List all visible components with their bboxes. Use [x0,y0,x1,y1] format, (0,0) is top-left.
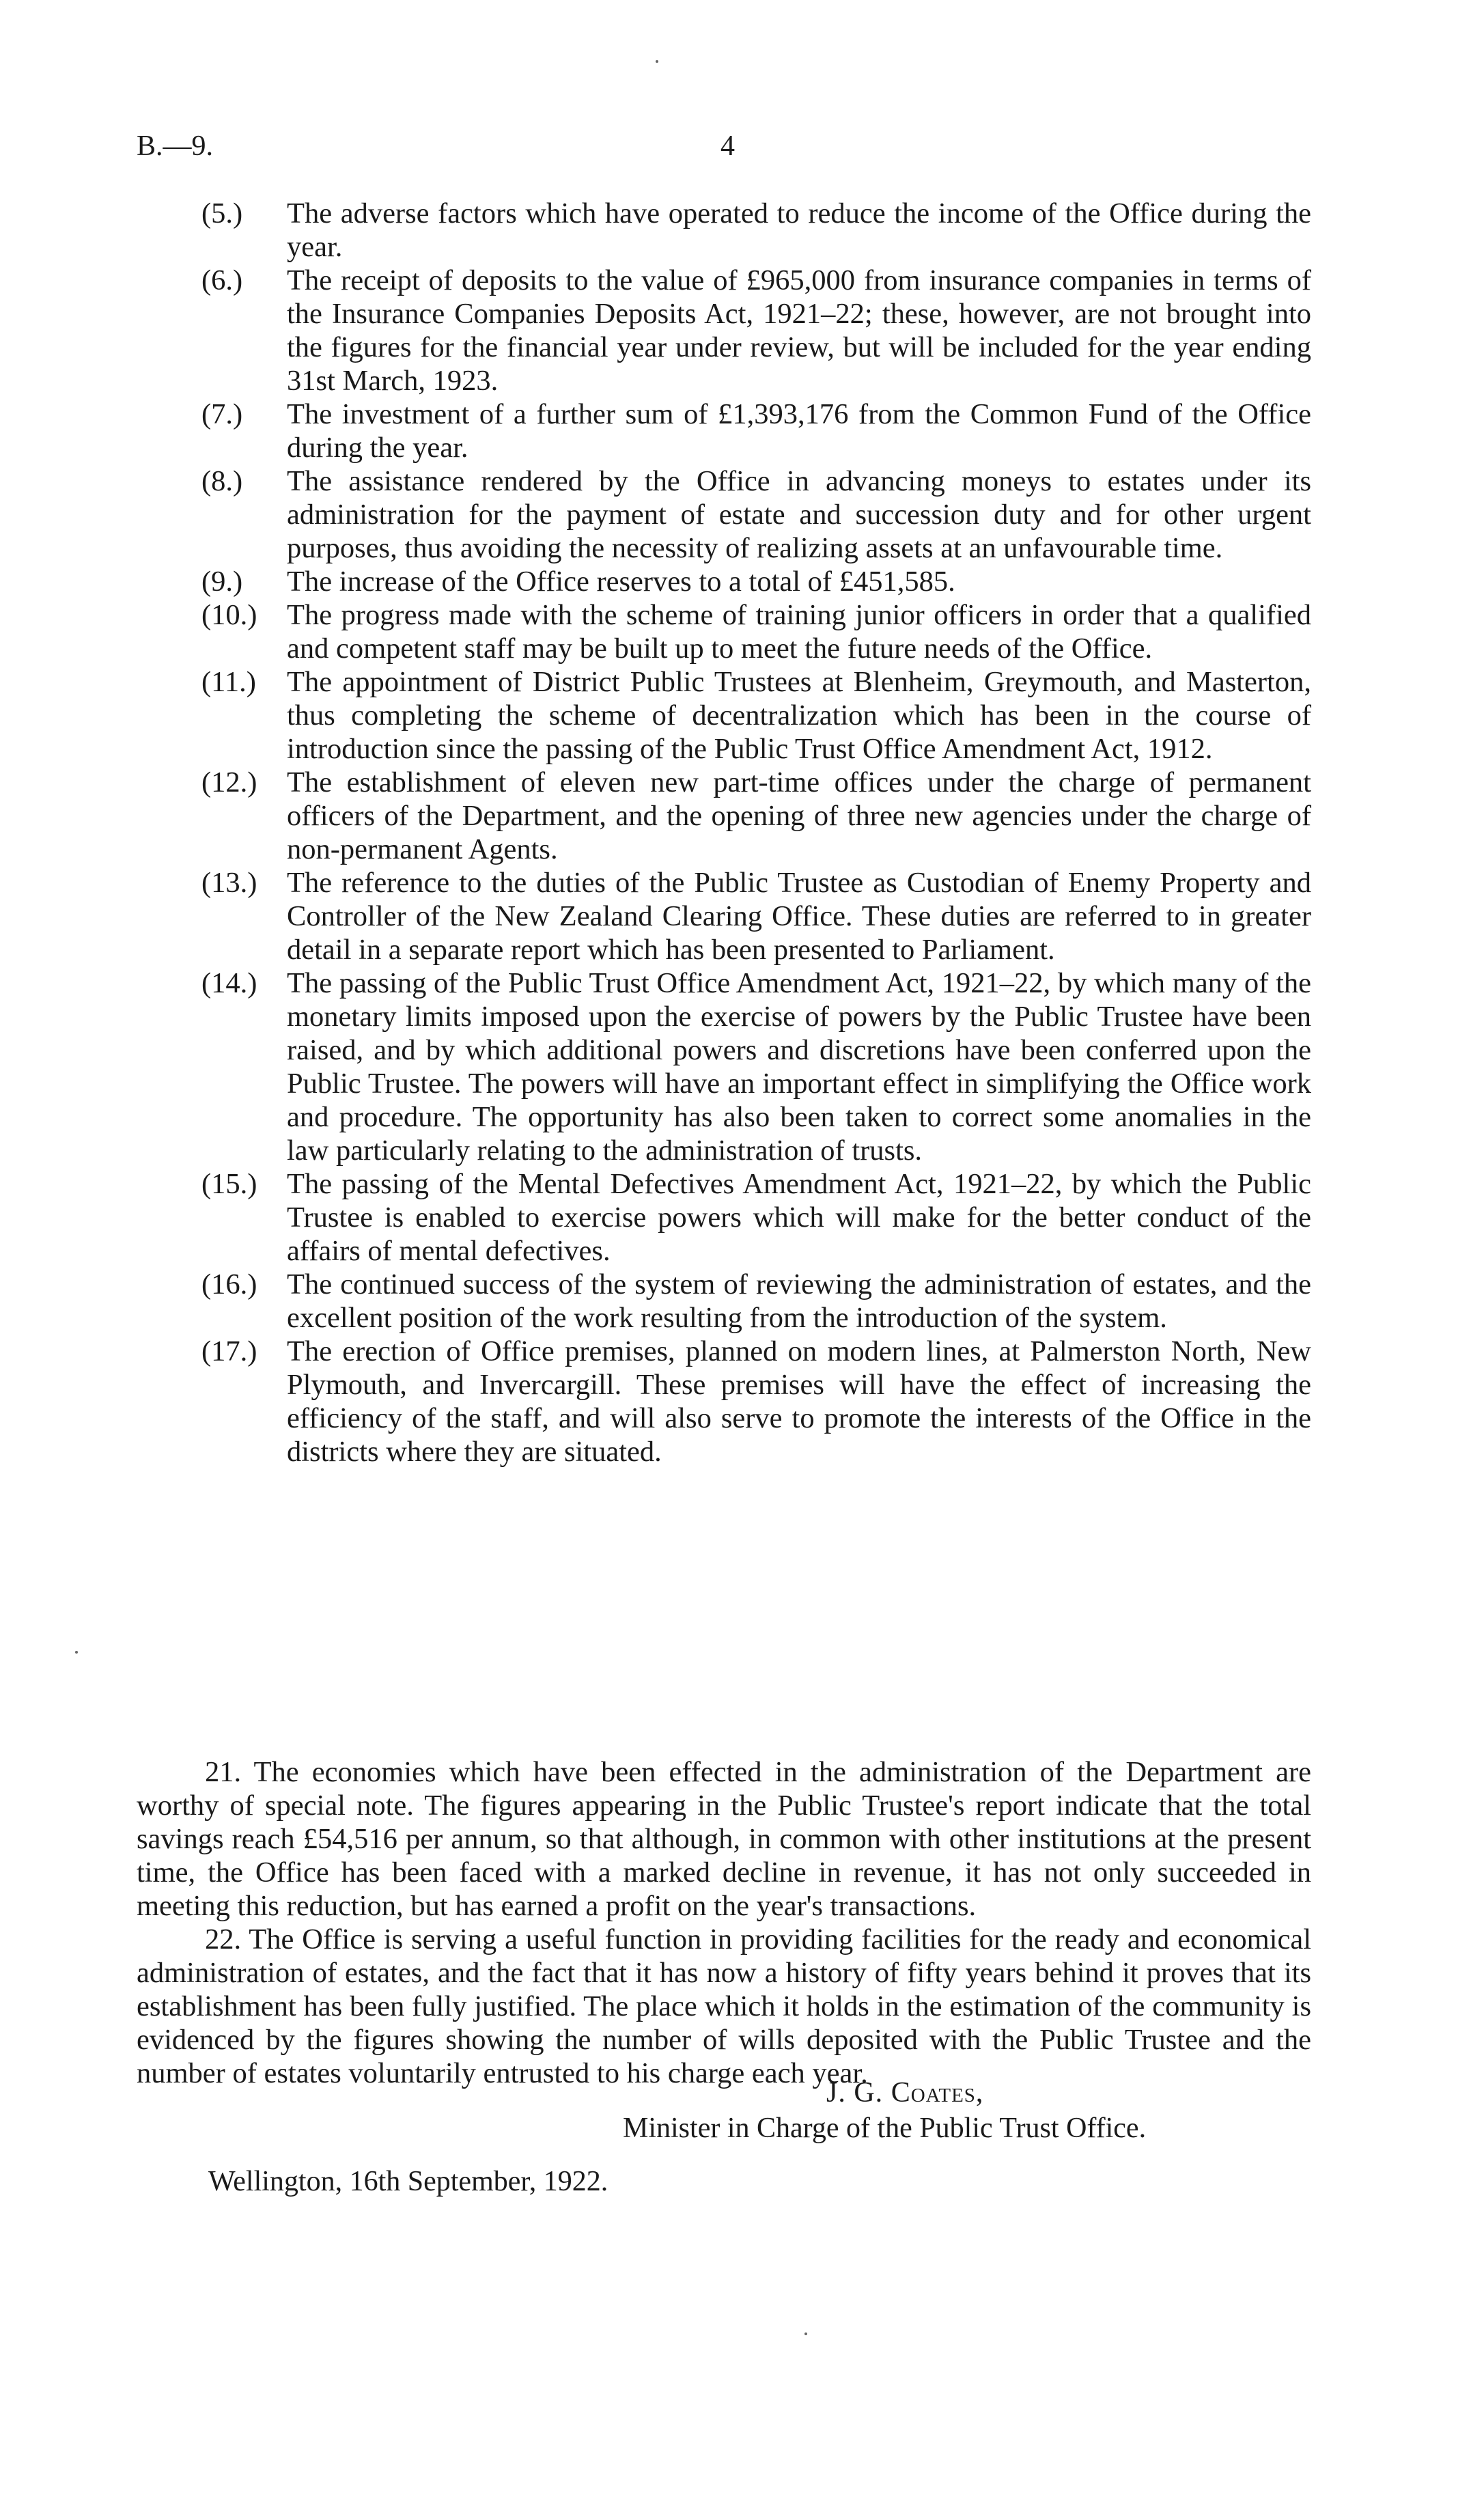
item-text: The reference to the duties of the Public Trustee as Custodian of Enemy Property and Controller of the New Zealand Clearing Office. These duties are referred to in greater detail in a separate report which has been presented to Parliament. [287,867,1311,966]
item-text: The erection of Office premises, planned on modern lines, at Palmerston North, New Plymouth, and Invercargill. These premises will have the effect of increasing the efficiency of the staff, and will also serve to promote the interests of the Office in the districts where they are situated. [287,1335,1311,1468]
numbered-list [201,197,1311,1468]
list-item [201,1335,1311,1468]
paragraph-22: 22. The Office is serving a useful function in providing facilities for the ready and economical administration of estates, and the fact that it has now a history of fifty years behind it proves that its establishment has been fully justified. The place which it holds in the estimation of the community is evidenced by the figures showing the number of wills deposited with the Public Trustee and the number of estates voluntarily entrusted to his charge each year. [137,1923,1311,2089]
list-item [201,866,1311,966]
item-number: (14.) [201,967,257,999]
item-number: (10.) [201,599,257,631]
list-item [201,665,1311,766]
item-number: (7.) [201,398,243,430]
item-text: The appointment of District Public Trustees at Blenheim, Greymouth, and Masterton, thus completing the scheme of decentralization which has been in the course of introduction since the passing of the Public Trust Office Amendment Act, 1912. [287,666,1311,765]
item-text: The adverse factors which have operated to reduce the income of the Office during the year. [287,197,1311,263]
item-number: (8.) [201,465,243,497]
list-item [201,197,1311,264]
item-text: The progress made with the scheme of training junior officers in order that a qualified and competent staff may be built up to meet the future needs of the Office. [287,599,1311,665]
item-text: The passing of the Public Trust Office Amendment Act, 1921–22, by which many of the monetary limits imposed upon the exercise of powers by the Public Trustee have been raised, and by which additional powers and discretions have been conferred upon the Public Trustee. The powers will have an important effect in simplifying the Office work and procedure. The opportunity has also been taken to correct some anomalies in the law particularly relating to the administration of trusts. [287,967,1311,1167]
scan-speck [75,1651,78,1654]
item-number: (15.) [201,1168,257,1200]
signature-surname: Coates, [891,2077,984,2108]
list-item [201,766,1311,866]
dateline: Wellington, 16th September, 1922. [208,2166,608,2197]
scan-speck [656,60,658,63]
signature-initials: J. G. [826,2077,884,2108]
item-text: The increase of the Office reserves to a total of £451,585. [287,566,955,598]
list-item [201,1167,1311,1268]
item-number: (13.) [201,867,257,899]
item-text: The continued success of the system of reviewing the administration of estates, and the excellent position of the work resulting from the introduction of the system. [287,1268,1311,1334]
list-item [201,1268,1311,1335]
item-number: (5.) [201,197,243,229]
item-number: (11.) [201,666,256,698]
list-item [201,966,1311,1167]
list-item [201,464,1311,565]
item-number: (9.) [201,566,243,598]
item-number: (17.) [201,1335,257,1367]
scan-speck [804,2332,807,2335]
page-number: 4 [720,130,735,162]
list-item [201,398,1311,464]
item-text: The passing of the Mental Defectives Amendment Act, 1921–22, by which the Public Trustee is enabled to exercise powers which will make for the better conduct of the affairs of mental defectives. [287,1168,1311,1267]
closing-paragraphs [137,1755,1311,2090]
signature-title: Minister in Charge of the Public Trust Office. [623,2113,1147,2144]
item-number: (6.) [201,264,243,296]
document-reference: B.—9. [137,130,214,162]
list-item [201,598,1311,665]
list-item [201,565,1311,598]
item-number: (12.) [201,766,257,798]
item-text: The investment of a further sum of £1,393,176 from the Common Fund of the Office during the year. [287,398,1311,464]
signature-name [826,2076,983,2109]
item-text: The assistance rendered by the Office in advancing moneys to estates under its administration for the payment of estate and succession duty and for other urgent purposes, thus avoiding the necessity of realizing assets at an unfavourable time. [287,465,1311,564]
item-text: The receipt of deposits to the value of £965,000 from insurance companies in terms of the Insurance Companies Deposits Act, 1921–22; these, however, are not brought into the figures for the financial year under review, but will be included for the year ending 31st March, 1923. [287,264,1311,397]
item-number: (16.) [201,1268,257,1300]
list-item [201,264,1311,398]
paragraph-21: 21. The economies which have been effected in the administration of the Department are worthy of special note. The figures appearing in the Public Trustee's report indicate that the total savings reach £54,516 per annum, so that although, in common with other institutions at the present time, the Office has been faced with a marked decline in revenue, it has not only succeeded in meeting this reduction, but has earned a profit on the year's transactions. [137,1756,1311,1922]
item-text: The establishment of eleven new part-time offices under the charge of permanent officers of the Department, and the opening of three new agencies under the charge of non-permanent Agents. [287,766,1311,865]
page-header [137,130,1311,171]
